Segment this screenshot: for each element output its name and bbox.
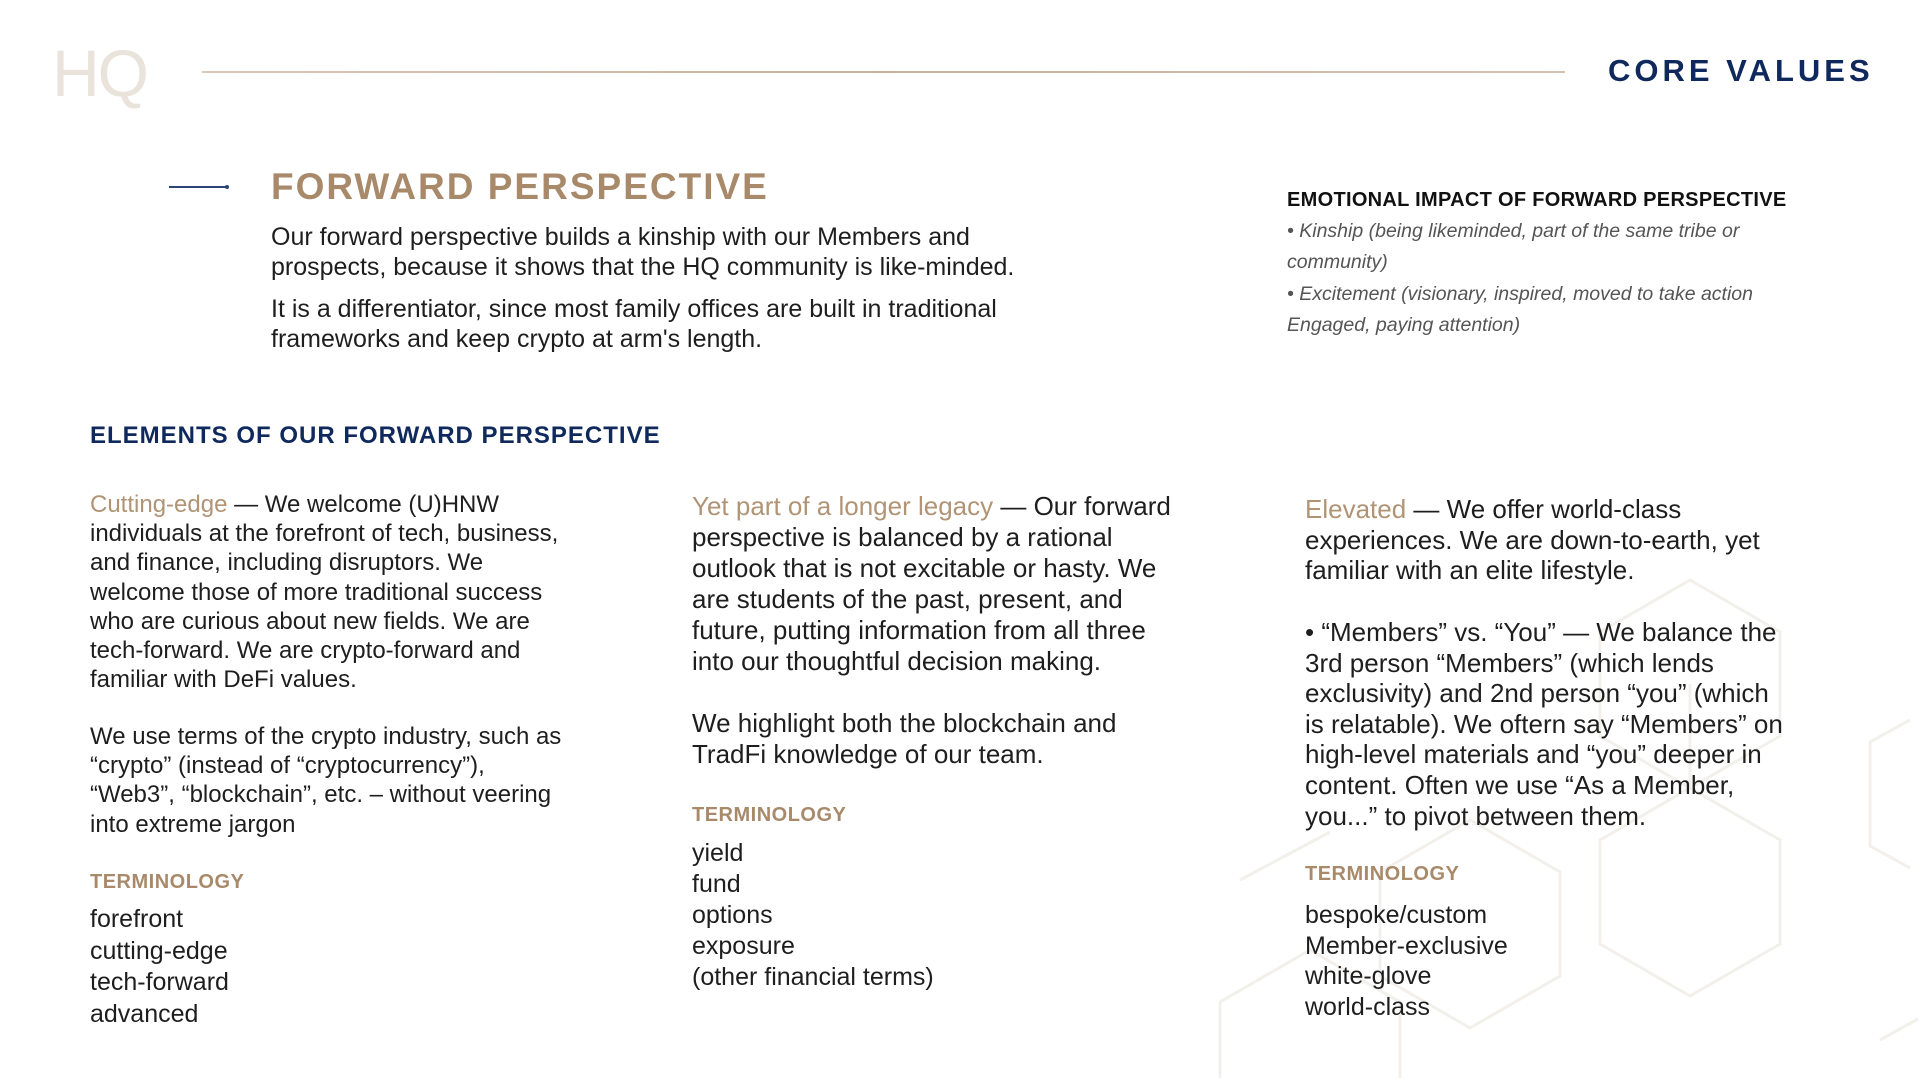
terminology-item: fund: [692, 870, 741, 898]
text-line: [90, 490, 558, 519]
section-title: CORE VALUES: [1608, 53, 1874, 88]
terminology-item: advanced: [90, 1000, 199, 1029]
header-divider: [202, 71, 1565, 73]
text-line: [692, 491, 1171, 522]
text-span: — We welcome (U)HNW: [227, 491, 500, 518]
elements-heading: ELEMENTS OF OUR FORWARD PERSPECTIVE: [90, 422, 661, 449]
text-line: experiences. We are down-to-earth, yet: [1305, 524, 1760, 555]
text-line: high-level materials and “you” deeper in: [1305, 739, 1762, 770]
terminology-list: [90, 904, 229, 1031]
text-line: We use terms of the crypto industry, such as: [90, 723, 562, 750]
text-line: into extreme jargon: [90, 810, 296, 838]
text-line: “crypto” (instead of “cryptocurrency”),: [90, 752, 485, 780]
text-line: familiar with an elite lifestyle.: [1305, 555, 1635, 586]
terminology-item: bespoke/custom: [1305, 901, 1488, 929]
text-line: • Excitement (visionary, inspired, moved to take action: [1287, 282, 1754, 305]
text-line: is relatable). We oftern say “Members” on: [1305, 708, 1783, 739]
intro-paragraph-1: [271, 223, 1014, 282]
blockchain-tradfi-paragraph: [692, 708, 1116, 770]
text-line: who are curious about new fields. We are: [90, 607, 530, 635]
terminology-list: [692, 838, 934, 993]
text-line: individuals at the forefront of tech, business,: [90, 520, 559, 548]
text-line: It is a differentiator, since most family offices are built in traditional: [271, 295, 997, 323]
terminology-item: world-class: [1305, 992, 1431, 1021]
elevated-paragraph: [1305, 494, 1760, 586]
text-span: — We offer world-class: [1406, 494, 1682, 524]
text-line: into our thoughtful decision making.: [692, 646, 1102, 676]
element-name: Cutting-edge: [90, 491, 228, 518]
emotional-impact-heading: EMOTIONAL IMPACT OF FORWARD PERSPECTIVE: [1287, 189, 1787, 211]
terminology-item: cutting-edge: [90, 936, 228, 965]
legacy-paragraph: [692, 491, 1171, 677]
text-line: prospects, because it shows that the HQ community is like-minded.: [271, 252, 1015, 281]
text-line: “Web3”, “blockchain”, etc. – without veering: [90, 781, 552, 809]
terminology-heading: TERMINOLOGY: [1305, 863, 1460, 885]
text-line: tech-forward. We are crypto-forward and: [90, 637, 521, 665]
text-line: Our forward perspective builds a kinship with our Members and: [271, 223, 970, 251]
text-line: community): [1287, 251, 1388, 274]
text-line: welcome those of more traditional success: [90, 578, 543, 606]
text-line: you...” to pivot between them.: [1305, 800, 1647, 831]
terminology-item: white-glove: [1305, 962, 1432, 990]
element-name: Yet part of a longer legacy: [692, 491, 994, 521]
text-line: familiar with DeFi values.: [90, 666, 357, 694]
terminology-heading: TERMINOLOGY: [692, 804, 847, 826]
text-line: exclusivity) and 2nd person “you” (which: [1305, 678, 1769, 709]
text-line: TradFi knowledge of our team.: [692, 739, 1044, 769]
terminology-item: exposure: [692, 932, 795, 960]
text-line: content. Often we use “As a Member,: [1305, 769, 1735, 800]
text-line: Engaged, paying attention): [1287, 313, 1521, 336]
hexagon-edge: [1870, 720, 1910, 868]
text-line: frameworks and keep crypto at arm's length.: [271, 324, 763, 353]
text-line: future, putting information from all three: [692, 615, 1146, 645]
text-line: • Kinship (being likeminded, part of the same tribe or: [1287, 220, 1740, 242]
terminology-item: (other financial terms): [692, 963, 934, 991]
terminology-item: forefront: [90, 905, 184, 933]
members-vs-you-paragraph: [1305, 617, 1783, 831]
text-line: are students of the past, present, and: [692, 584, 1123, 614]
text-line: outlook that is not excitable or hasty. We: [692, 553, 1157, 583]
crypto-terms-paragraph: [90, 722, 561, 839]
text-line: perspective is balanced by a rational: [692, 522, 1113, 552]
intro-paragraph-2: [271, 295, 997, 354]
terminology-list: [1305, 900, 1508, 1022]
text-line: • “Members” vs. “You” — We balance the: [1305, 617, 1777, 647]
arrow-icon: [169, 186, 227, 188]
terminology-item: tech-forward: [90, 968, 229, 997]
text-line: We highlight both the blockchain and: [692, 708, 1117, 738]
hexagon-edge: [1880, 1019, 1918, 1040]
terminology-item: Member-exclusive: [1305, 931, 1508, 960]
text-line: 3rd person “Members” (which lends: [1305, 647, 1714, 678]
cutting-edge-paragraph: [90, 490, 558, 694]
terminology-heading: TERMINOLOGY: [90, 871, 245, 893]
terminology-item: options: [692, 901, 773, 929]
text-line: [1305, 494, 1760, 525]
element-name: Elevated: [1305, 494, 1407, 524]
emotional-impact-list: [1287, 216, 1753, 341]
hq-logo: HQ: [52, 36, 147, 110]
terminology-item: yield: [692, 839, 744, 867]
page-title: FORWARD PERSPECTIVE: [271, 166, 769, 207]
text-span: — Our forward: [993, 491, 1171, 521]
text-line: and finance, including disruptors. We: [90, 549, 484, 577]
